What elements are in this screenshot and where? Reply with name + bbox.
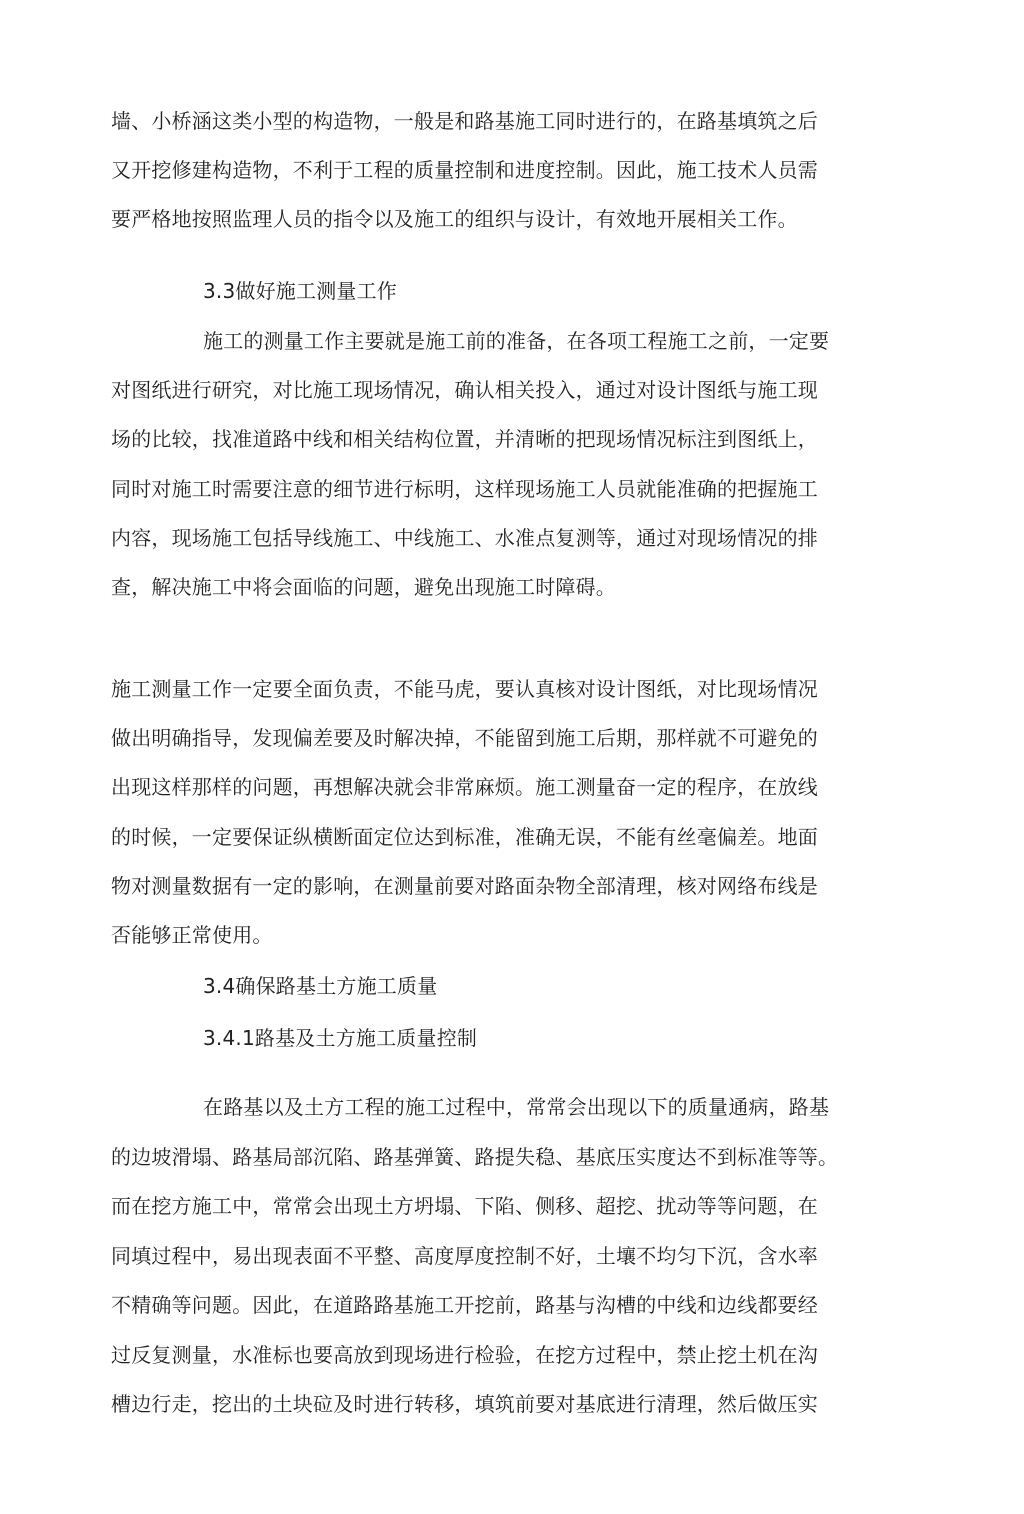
subsection-heading: 3.4.1路基及土方施工质量控制 [203, 1026, 478, 1050]
paragraph-line: 施工测量工作一定要全面负责，不能马虎，要认真核对设计图纸，对比现场情况 [111, 677, 818, 701]
paragraph-line: 槽边行走，挖出的土块砬及时进行转移，填筑前要对基底进行清理，然后做压实 [111, 1392, 818, 1416]
paragraph-line: 要严格地按照监理人员的指令以及施工的组织与设计，有效地开展相关工作。 [111, 207, 798, 231]
paragraph-line: 在路基以及土方工程的施工过程中，常常会出现以下的质量通病，路基 [203, 1095, 830, 1119]
paragraph-line: 的边坡滑塌、路基局部沉陷、路基弹簧、路提失稳、基底压实度达不到标准等等。 [111, 1145, 839, 1169]
paragraph-line: 否能够正常使用。 [111, 923, 273, 947]
paragraph-line: 场的比较，找准道路中线和相关结构位置，并清晰的把现场情况标注到图纸上， [111, 427, 818, 451]
section-heading: 3.3做好施工测量工作 [203, 279, 398, 303]
paragraph-line: 又开挖修建构造物，不利于工程的质量控制和进度控制。因此，施工技术人员需 [111, 158, 818, 182]
paragraph-line: 内容，现场施工包括导线施工、中线施工、水准点复测等，通过对现场情况的排 [111, 526, 818, 550]
paragraph-line: 同时对施工时需要注意的细节进行标明，这样现场施工人员就能准确的把握施工 [111, 477, 818, 501]
paragraph-line: 的时候，一定要保证纵横断面定位达到标准，准确无误，不能有丝毫偏差。地面 [111, 825, 818, 849]
paragraph-line: 不精确等问题。因此，在道路路基施工开挖前，路基与沟槽的中线和边线都要经 [111, 1293, 818, 1317]
paragraph-line: 而在挖方施工中，常常会出现土方坍塌、下陷、侧移、超挖、扰动等等问题，在 [111, 1194, 818, 1218]
paragraph-line: 做出明确指导，发现偏差要及时解决掉，不能留到施工后期，那样就不可避免的 [111, 726, 818, 750]
paragraph-line: 对图纸进行研究，对比施工现场情况，确认相关投入，通过对设计图纸与施工现 [111, 378, 818, 402]
paragraph-line: 查，解决施工中将会面临的问题，避免出现施工时障碍。 [111, 575, 616, 599]
paragraph-line: 物对测量数据有一定的影响，在测量前要对路面杂物全部清理，核对网络布线是 [111, 874, 818, 898]
section-heading: 3.4确保路基土方施工质量 [203, 974, 438, 998]
paragraph-line: 墙、小桥涵这类小型的构造物，一般是和路基施工同时进行的，在路基填筑之后 [111, 109, 818, 133]
paragraph-line: 施工的测量工作主要就是施工前的准备，在各项工程施工之前，一定要 [203, 329, 830, 353]
paragraph-line: 同填过程中，易出现表面不平整、高度厚度控制不好，土壤不均匀下沉，含水率 [111, 1244, 818, 1268]
paragraph-line: 出现这样那样的问题，再想解决就会非常麻烦。施工测量奋一定的程序，在放线 [111, 775, 818, 799]
paragraph-line: 过反复测量，水准标也要高放到现场进行检验，在挖方过程中，禁止挖土机在沟 [111, 1343, 818, 1367]
